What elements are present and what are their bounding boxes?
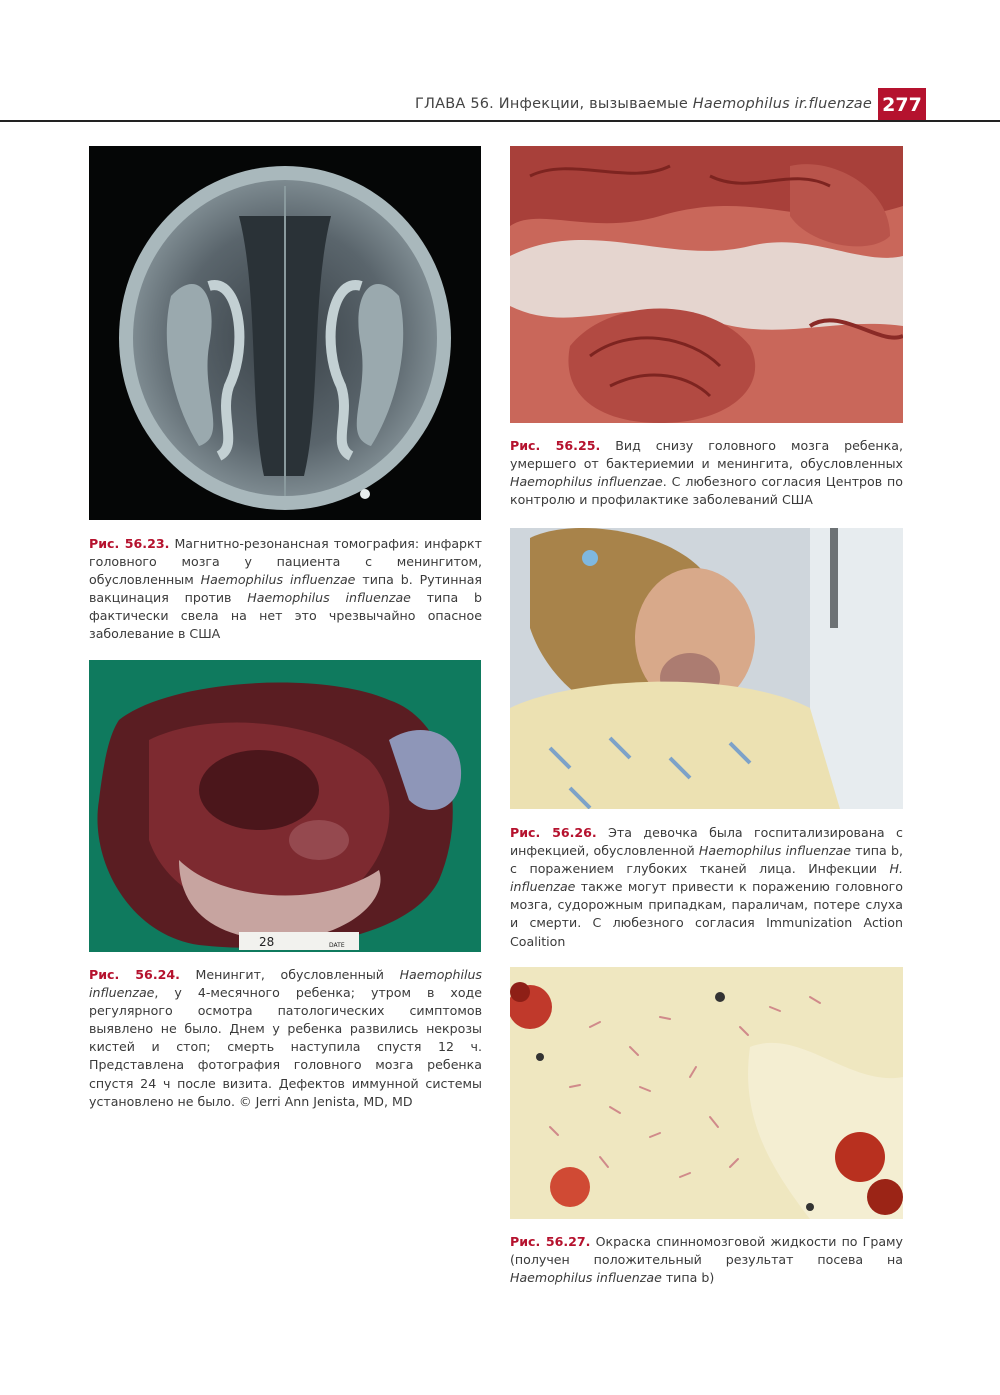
figure-56-25-brain-underside [510, 146, 903, 423]
running-title-prefix: ГЛАВА 56. Инфекции, вызываемые [414, 96, 693, 112]
header-rule [0, 120, 1000, 122]
figure-56-23-ct-scan [89, 146, 481, 520]
caption-text: типа b. Рутинная вакцинация против [89, 572, 483, 606]
ruler-number: 28 [259, 935, 275, 949]
figure-56-26-caption [510, 824, 903, 951]
figure-label: Рис. 56.26. [510, 825, 597, 840]
caption-italic: Haemophilus influenzae [200, 572, 356, 588]
running-title-italic: Haemophilus ir.fluenzae [692, 96, 872, 112]
caption-text: Менингит, обусловленный [179, 967, 400, 982]
caption-text: Окраска спинномозговой жидкости по Граму (получен положительный результат посева на [510, 1234, 903, 1268]
figure-label: Рис. 56.27. [510, 1234, 591, 1249]
figure-label: Рис. 56.24. [89, 967, 180, 982]
caption-text: также могут привести к поражению головного мозга, судорожным припадкам, параличам, потере слуха и смерти. С любезного согласия Immunization Action Coalition [510, 879, 903, 949]
page-header [0, 0, 1000, 122]
caption-text: Вид снизу головного мозга ребенка, умершего от бактериемии и менингита, обусловленных [510, 438, 903, 472]
figure-label: Рис. 56.25. [510, 438, 601, 453]
figure-56-24-brain-photo [89, 660, 481, 952]
caption-text: . С любезного согласия Центров по контролю и профилактике заболеваний США [510, 474, 903, 508]
running-title [415, 96, 872, 112]
caption-italic: Haemophilus influenzae [510, 1270, 662, 1286]
figure-56-25-caption [510, 437, 903, 509]
figure-label: Рис. 56.23. [89, 536, 170, 551]
caption-italic: Haemophilus influenzae [698, 843, 852, 859]
figure-56-24-caption [89, 966, 482, 1111]
caption-text: типа b, с поражением глубоких тканей лица. Инфекции [510, 843, 903, 877]
figure-56-23-caption [89, 535, 482, 644]
caption-italic: Haemophilus influenzae [89, 967, 482, 1001]
figure-56-27-caption [510, 1233, 903, 1287]
caption-text: Эта девочка была госпитализирована с инфекцией, обусловленной [510, 825, 903, 859]
caption-text: , у 4-месячного ребенка; утром в ходе регулярного осмотра патологических симптомов выявлено не было. Днем у ребенка развились некрозы кистей и стоп; смерть наступила спустя 12 ч. Представлена фотография головного мозга ребенка спустя 24 ч после визита. Дефектов иммунной системы установлено не было. © Jerri Ann Jenista, MD, MD [89, 985, 482, 1109]
caption-text: Магнитно-резонансная томография: инфаркт головного мозга у пациента с менингитом, обусловленным [89, 536, 482, 588]
caption-italic: Haemophilus influenzae [510, 474, 663, 490]
caption-italic: Haemophilus influenzae [247, 590, 411, 606]
ruler-date-label: DATE [329, 942, 345, 949]
caption-text: типа b) [661, 1270, 715, 1286]
figure-56-27-gram-stain [510, 967, 903, 1219]
page-number: 277 [878, 88, 926, 121]
caption-italic: H. influenzae [510, 861, 903, 895]
caption-text: типа b фактически свела на нет это чрезвычайно опасное заболевание в США [89, 590, 482, 642]
figure-56-26-child-photo [510, 528, 903, 809]
